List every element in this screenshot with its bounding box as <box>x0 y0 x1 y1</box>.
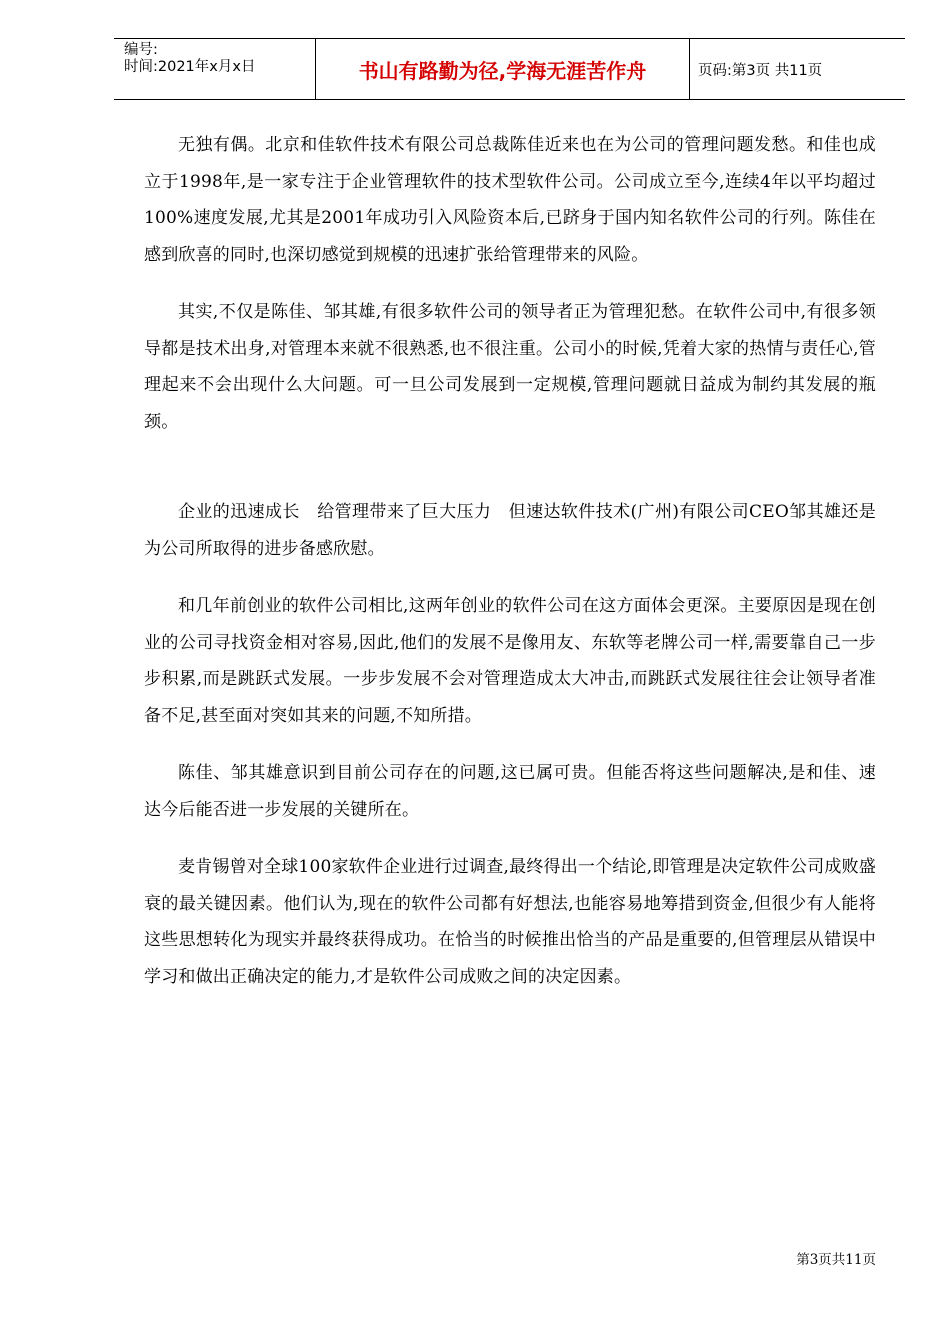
header-motto: 书山有路勤为径,学海无涯苦作舟 <box>316 39 690 99</box>
paragraph-3: 企业的迅速成长 给管理带来了巨大压力 但速达软件技术(广州)有限公司CEO邹其雄还是为公司所取得的进步备感欣慰。 <box>144 502 876 559</box>
page-footer: 第3页共11页 <box>796 1252 876 1268</box>
paragraph-4: 和几年前创业的软件公司相比,这两年创业的软件公司在这方面体会更深。主要原因是现在创业的公司寻找资金相对容易,因此,他们的发展不是像用友、东软等老牌公司一样,需要靠自己一步步积累,而是跳跃式发展。一步步发展不会对管理造成太大冲击,而跳跃式发展往往会让领导者准备不足,甚至面对突如其来的问题,不知所措。 <box>144 596 876 726</box>
document-number-label: 编号: <box>124 42 158 58</box>
header-meta-cell <box>114 39 316 99</box>
document-body <box>144 127 876 995</box>
paragraph-5: 陈佳、邹其雄意识到目前公司存在的问题,这已属可贵。但能否将这些问题解决,是和佳、速达今后能否进一步发展的关键所在。 <box>144 763 876 820</box>
header-page-info: 页码:第3页 共11页 <box>698 62 823 79</box>
document-time: 时间:2021年x月x日 <box>124 59 256 75</box>
page-header <box>114 38 905 100</box>
paragraph-6: 麦肯锡曾对全球100家软件企业进行过调查,最终得出一个结论,即管理是决定软件公司成败盛衰的最关键因素。他们认为,现在的软件公司都有好想法,也能容易地筹措到资金,但很少有人能将这些思想转化为现实并最终获得成功。在恰当的时候推出恰当的产品是重要的,但管理层从错误中学习和做出正确决定的能力,才是软件公司成败之间的决定因素。 <box>144 857 876 987</box>
paragraph-1: 无独有偶。北京和佳软件技术有限公司总裁陈佳近来也在为公司的管理问题发愁。和佳也成立于1998年,是一家专注于企业管理软件的技术型软件公司。公司成立至今,连续4年以平均超过100%速度发展,尤其是2001年成功引入风险资本后,已跻身于国内知名软件公司的行列。陈佳在感到欣喜的同时,也深切感觉到规模的迅速扩张给管理带来的风险。 <box>144 135 876 265</box>
paragraph-2: 其实,不仅是陈佳、邹其雄,有很多软件公司的领导者正为管理犯愁。在软件公司中,有很多领导都是技术出身,对管理本来就不很熟悉,也不很注重。公司小的时候,凭着大家的热情与责任心,管理起来不会出现什么大问题。可一旦公司发展到一定规模,管理问题就日益成为制约其发展的瓶颈。 <box>144 302 876 432</box>
